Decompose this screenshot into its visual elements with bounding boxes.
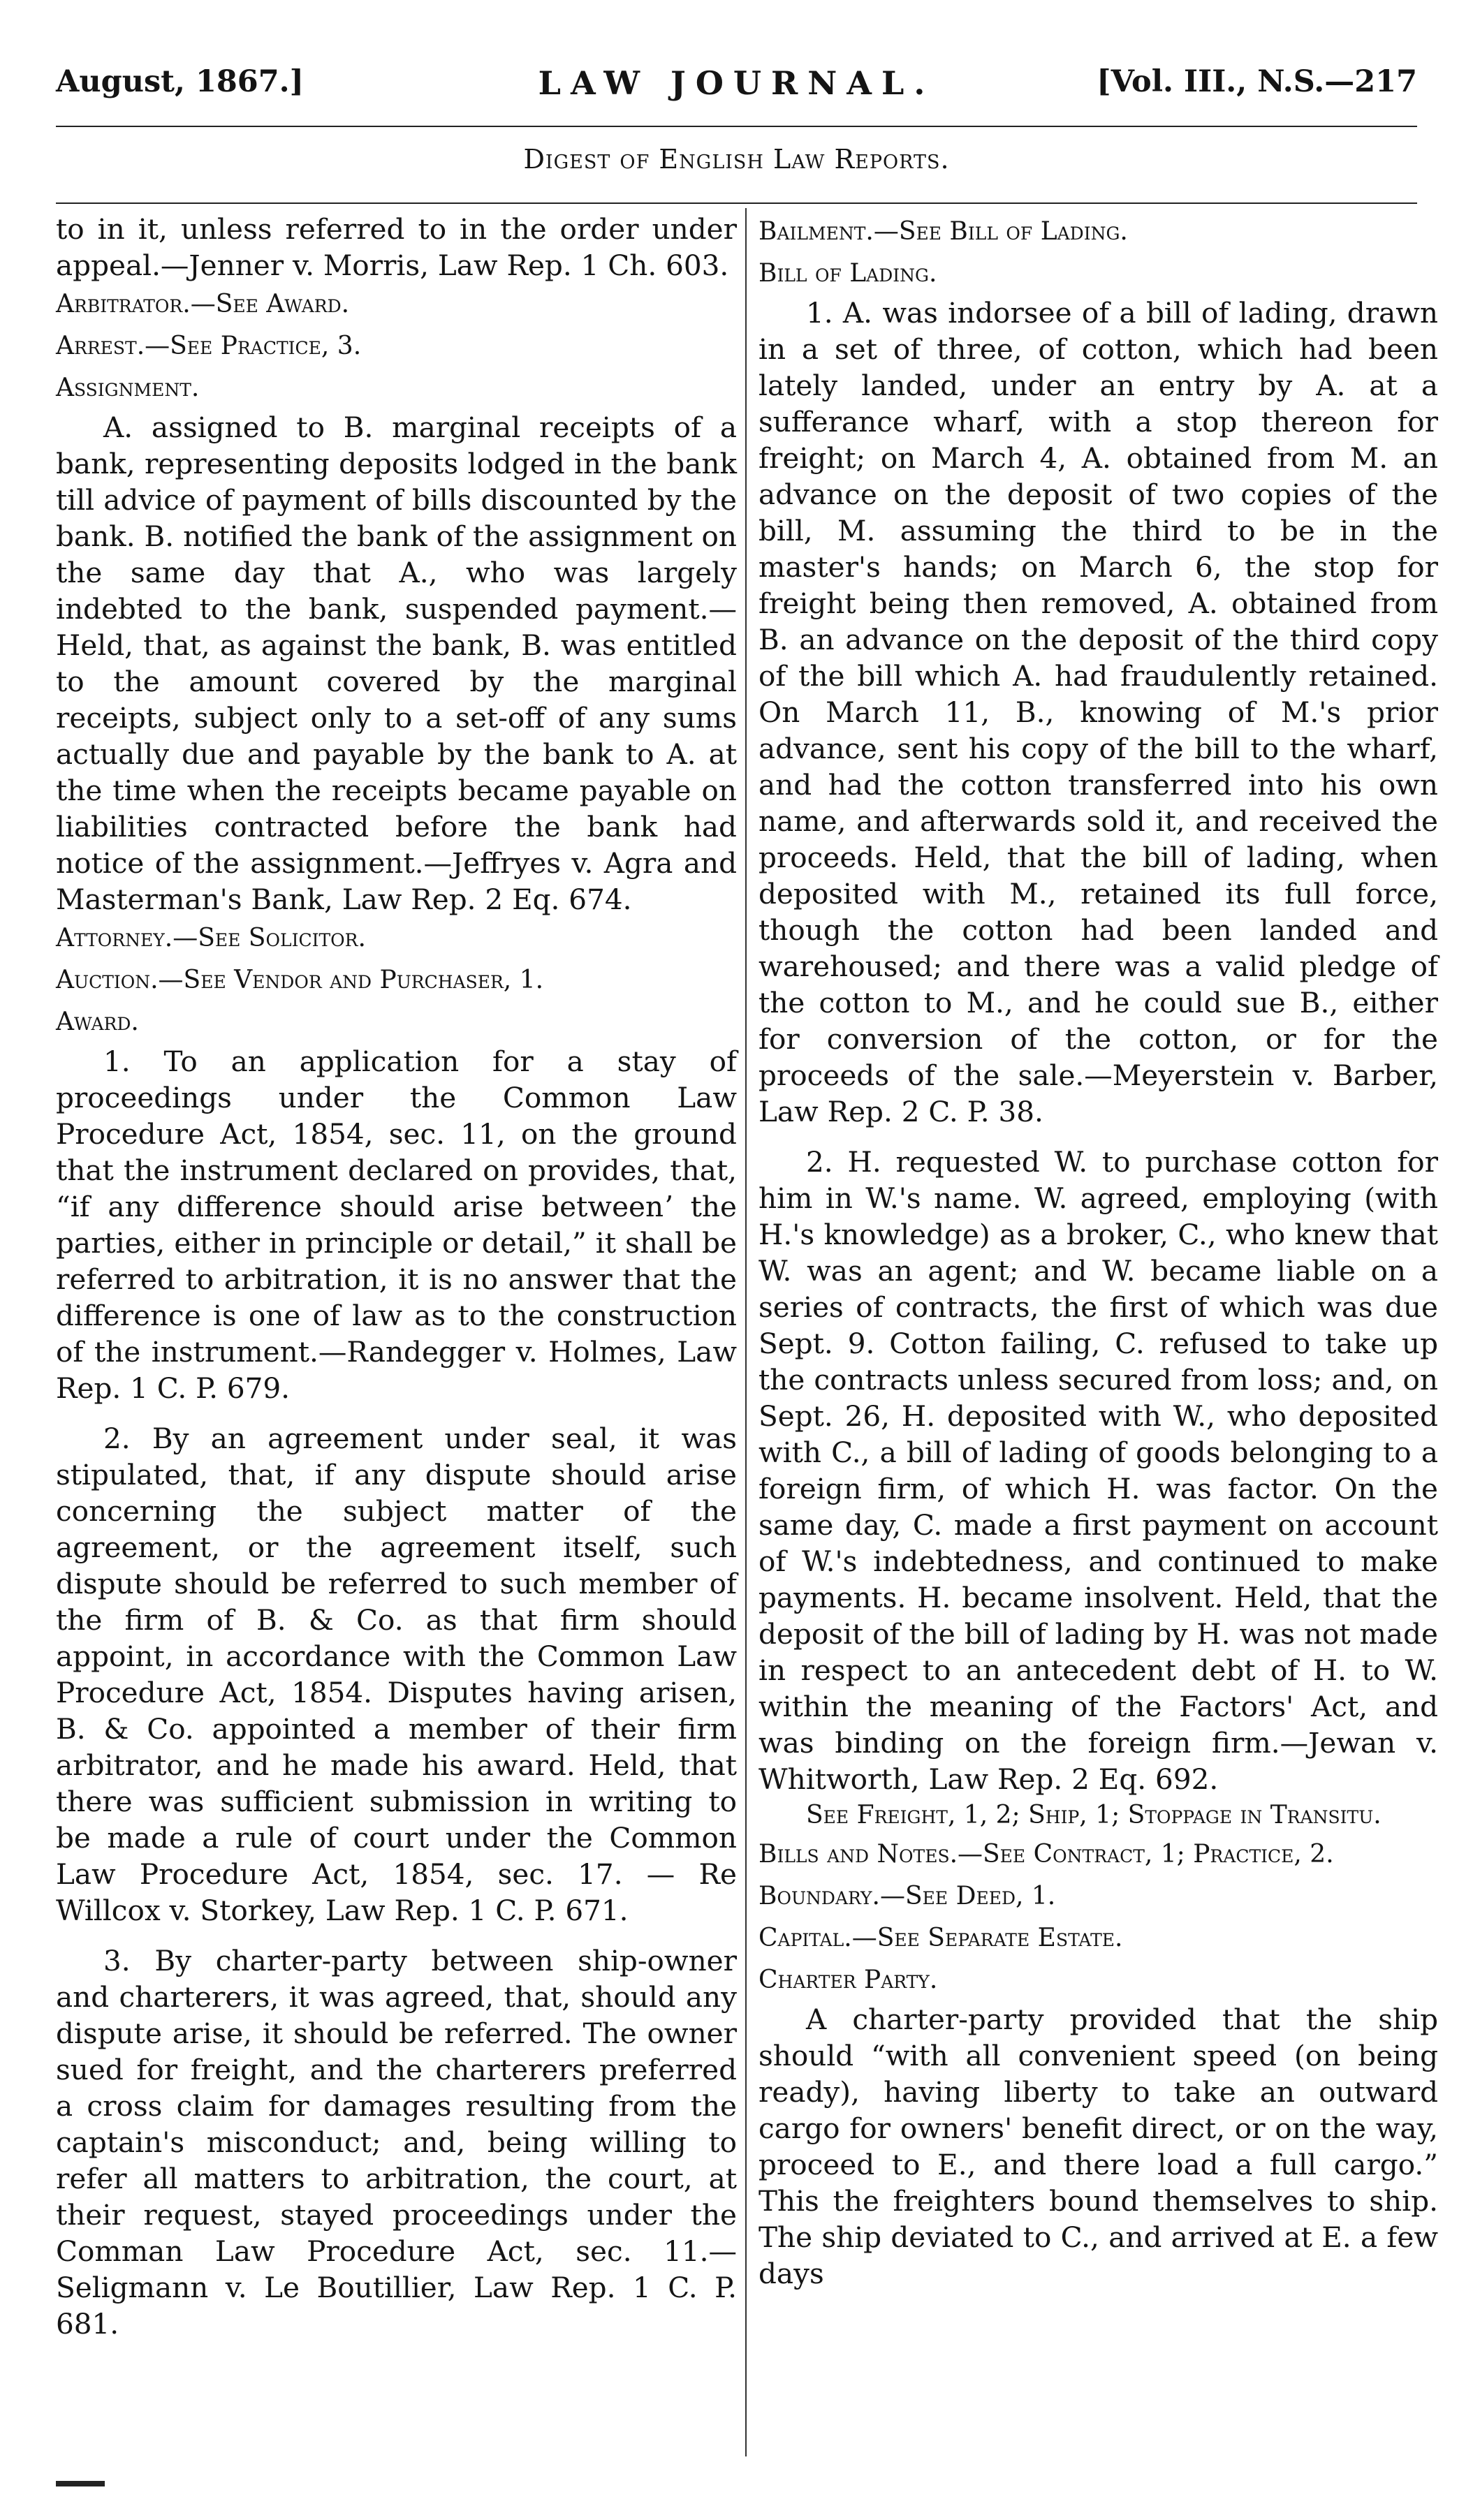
entry-heading-bailment: Bailment.—See Bill of Lading. [759,217,1128,246]
entry-heading-capital: Capital.—See Separate Estate. [759,1924,1123,1952]
header-date: August, 1867.] [56,64,304,99]
paragraph-gap [56,1929,737,1943]
entry-paragraph-award-2: 2. By an agreement under seal, it was stipulated, that, if any dispute should arise concerning the subject matter of the agreement, or the agreement itself, such dispute should be referred to such member of the firm of B. & Co. as that firm should appoint, in accordance with the Common Law Procedure Act, 1854. Disputes having arisen, B. & Co. appointed a member of their firm arbitrator, and he made his award. Held, that there was sufficient submission in writing to be made a rule of court under the Common Law Procedure Act, 1854, sec. 17. — Re Willcox v. Storkey, Law Rep. 1 C. P. 671. [56,1422,737,1927]
entry-heading-award: Award. [56,1008,139,1036]
entry-paragraph-bill-of-lading-1: 1. A. was indorsee of a bill of lading, drawn in a set of three, of cotton, which had been lately landed, under an entry by A. at a sufferance wharf, with a stop thereon for freight; on March 4, A. obtained from M. an advance on the deposit of two copies of the bill, M. assuming the third to be in the master's hands; on March 6, the stop for freight being then removed, A. obtained from B. an advance on the deposit of the third copy of the bill which A. had fraudulently retained. On March 11, B., knowing of M.'s prior advance, sent his copy of the bill to the wharf, and had the cotton transferred into his own name, and afterwards sold it, and received the proceeds. Held, that the bill of lading, when deposited with M., retained its full force, though the cotton had been landed and warehoused; and there was a valid pledge of the cotton to M., and he could sue B., either for conversion of the cotton, or for the proceeds of the sale.—Meyerstein v. Barber, Law Rep. 2 C. P. 38. [759,296,1438,1128]
column-divider [745,208,747,2456]
entry-heading-arbitrator: Arbitrator.—See Award. [56,290,350,318]
entry-heading-bills-and-notes: Bills and Notes.—See Contract, 1; Practice, 2. [759,1840,1334,1869]
right-column [759,211,1438,2292]
header-rule [56,126,1417,127]
entry-paragraph-bill-of-lading-2: 2. H. requested W. to purchase cotton for him in W.'s name. W. agreed, employing (with H.'s knowledge) as a broker, C., who knew that W. was an agent; and W. became liable on a series of contracts, the first of which was due Sept. 9. Cotton failing, C. refused to take up the contracts unless secured from loss; and, on Sept. 26, H. deposited with W., who deposited with C., a bill of lading of goods belonging to a foreign firm, of which H. was factor. On the same day, C. made a first payment on account of W.'s indebtedness, and continued to make payments. H. became insolvent. Held, that the deposit of the bill of lading by H. was not made in respect to an antecedent debt of H. to W. within the meaning of the Factors' Act, and was binding on the foreign firm.—Jewan v. Whitworth, Law Rep. 2 Eq. 692. [759,1145,1438,1796]
left-column [56,211,737,2342]
entry-heading-auction: Auction.—See Vendor and Purchaser, 1. [56,966,544,994]
paragraph-gap [759,1130,1438,1144]
entry-heading-bill-of-lading: Bill of Lading. [759,259,937,288]
paragraph-gap [56,1406,737,1420]
header-volume-page: [Vol. III., N.S.—217 [1097,64,1417,99]
running-head [56,64,1417,113]
entry-continuation: to in it, unless referred to in the order under appeal.—Jenner v. Morris, Law Rep. 1 Ch. 603. [56,212,737,282]
entry-paragraph-award-3: 3. By charter-party between ship-owner and charterers, it was agreed, that, should any dispute arise, it should be referred. The owner sued for freight, and the charterers preferred a cross claim for damages resulting from the captain's misconduct; and, being willing to refer all matters to arbitration, the court, at their request, stayed proceedings under the Comman Law Procedure Act, sec. 11.—Seligmann v. Le Boutillier, Law Rep. 1 C. P. 681. [56,1944,737,2341]
entry-heading-assignment: Assignment. [56,374,200,402]
entry-heading-charter-party: Charter Party. [759,1966,938,1994]
section-rule [56,202,1417,204]
footer-mark [56,2481,105,2486]
see-also-references: See Freight, 1, 2; Ship, 1; Stoppage in Transitu. [806,1801,1382,1829]
entry-heading-boundary: Boundary.—See Deed, 1. [759,1882,1056,1910]
header-journal-title: LAW JOURNAL. [538,64,935,102]
entry-paragraph-award-1: 1. To an application for a stay of proceedings under the Common Law Procedure Act, 1854, sec. 11, on the ground that the instrument declared on provides, that, “if any difference should arise betweenʼ the parties, either in principle or detail,” it shall be referred to arbitration, it is no answer that the difference is one of law as to the construction of the instrument.—Randegger v. Holmes, Law Rep. 1 C. P. 679. [56,1045,737,1405]
entry-paragraph-charter-party: A charter-party provided that the ship should “with all convenient speed (on being ready), having liberty to take an outward cargo for owners' benefit direct, or on the way, proceed to E., and there load a full cargo.” This the freighters bound themselves to ship. The ship deviated to C., and arrived at E. a few days [759,2003,1438,2290]
entry-heading-arrest: Arrest.—See Practice, 3. [56,332,362,360]
section-title: Digest of English Law Reports. [523,144,950,175]
entry-heading-attorney: Attorney.—See Solicitor. [56,924,366,952]
entry-paragraph-assignment: A. assigned to B. marginal receipts of a bank, representing deposits lodged in the bank till advice of payment of bills discounted by the bank. B. notified the bank of the assignment on the same day that A., who was largely indebted to the bank, suspended payment.—Held, that, as against the bank, B. was entitled to the amount covered by the marginal receipts, subject only to a set-off of any sums actually due and payable by the bank to A. at the time when the receipts became payable on liabilities contracted before the bank had notice of the assignment.—Jeffryes v. Agra and Masterman's Bank, Law Rep. 2 Eq. 674. [56,411,737,916]
